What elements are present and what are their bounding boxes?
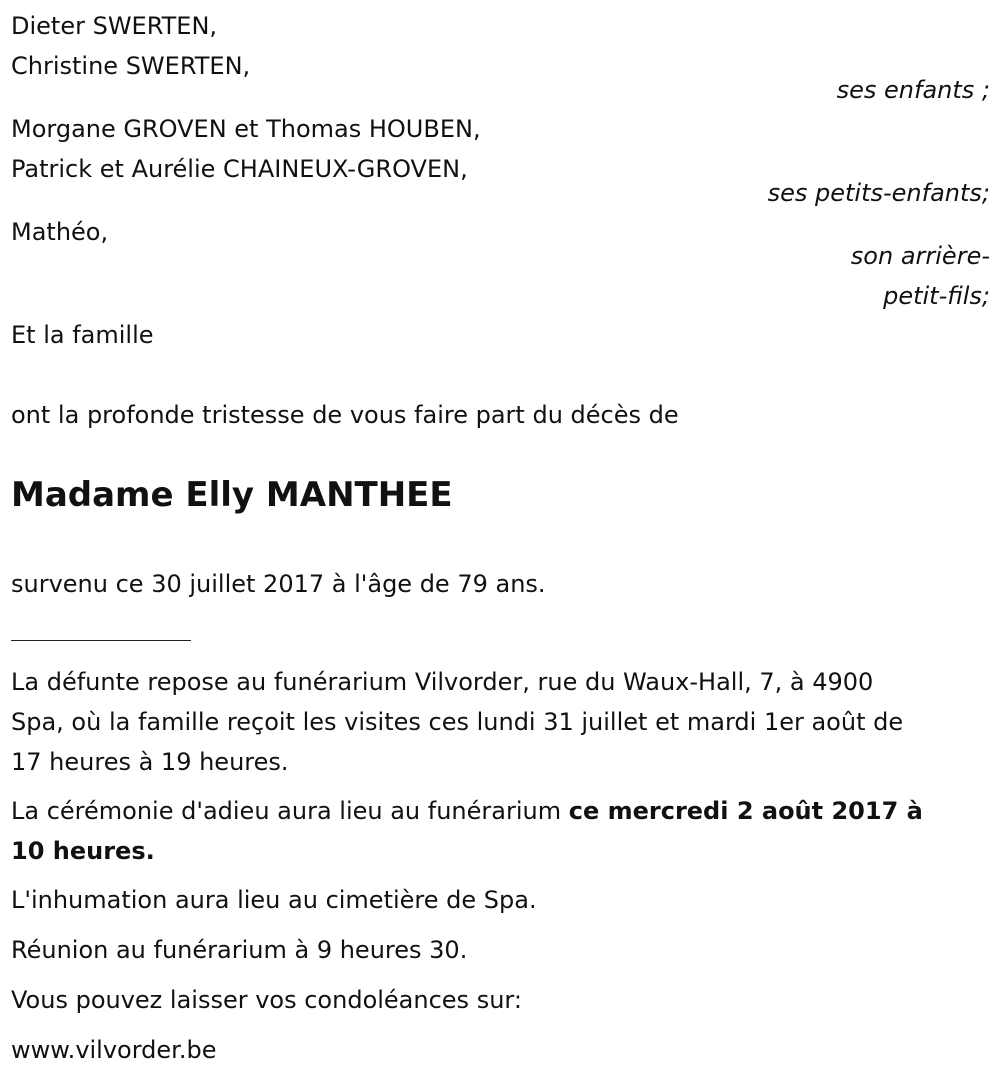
child-name-2: Christine SWERTEN,: [11, 52, 251, 80]
repose-line-3: 17 heures à 19 heures.: [11, 748, 289, 776]
ceremony-line-2: [11, 839, 155, 863]
condolences-text: Vous pouvez laisser vos condoléances sur:: [11, 986, 522, 1014]
burial-info: L'inhumation aura lieu au cimetière de Spa.: [11, 886, 537, 914]
great-grandchild-name: Mathéo,: [11, 218, 109, 246]
ceremony-time: 10 heures.: [11, 837, 155, 865]
grandchild-name-1: Morgane GROVEN et Thomas HOUBEN,: [11, 115, 481, 143]
website-link[interactable]: www.vilvorder.be: [11, 1036, 217, 1064]
death-info: survenu ce 30 juillet 2017 à l'âge de 79 ans.: [11, 570, 546, 598]
child-name-1: Dieter SWERTEN,: [11, 12, 218, 40]
ceremony-prefix: La cérémonie d'adieu aura lieu au funérarium: [11, 797, 569, 825]
ceremony-date: ce mercredi 2 août 2017 à: [568, 797, 923, 825]
children-label: ses enfants ;: [836, 76, 990, 104]
grandchildren-label: ses petits-enfants;: [767, 179, 990, 207]
reunion-info: Réunion au funérarium à 9 heures 30.: [11, 936, 468, 964]
ceremony-line-1: [11, 799, 923, 823]
great-grandchild-label-line-2: petit-fils;: [883, 282, 990, 310]
separator-line: [11, 640, 191, 641]
announcement-text: ont la profonde tristesse de vous faire part du décès de: [11, 401, 679, 429]
great-grandchild-label-line-1: son arrière-: [850, 242, 990, 270]
repose-line-2: Spa, où la famille reçoit les visites ces lundi 31 juillet et mardi 1er août de: [11, 708, 904, 736]
grandchild-name-2: Patrick et Aurélie CHAINEUX-GROVEN,: [11, 155, 468, 183]
repose-line-1: La défunte repose au funérarium Vilvorder, rue du Waux-Hall, 7, à 4900: [11, 668, 874, 696]
deceased-name: Madame Elly MANTHEE: [11, 475, 453, 515]
family-line: Et la famille: [11, 321, 154, 349]
